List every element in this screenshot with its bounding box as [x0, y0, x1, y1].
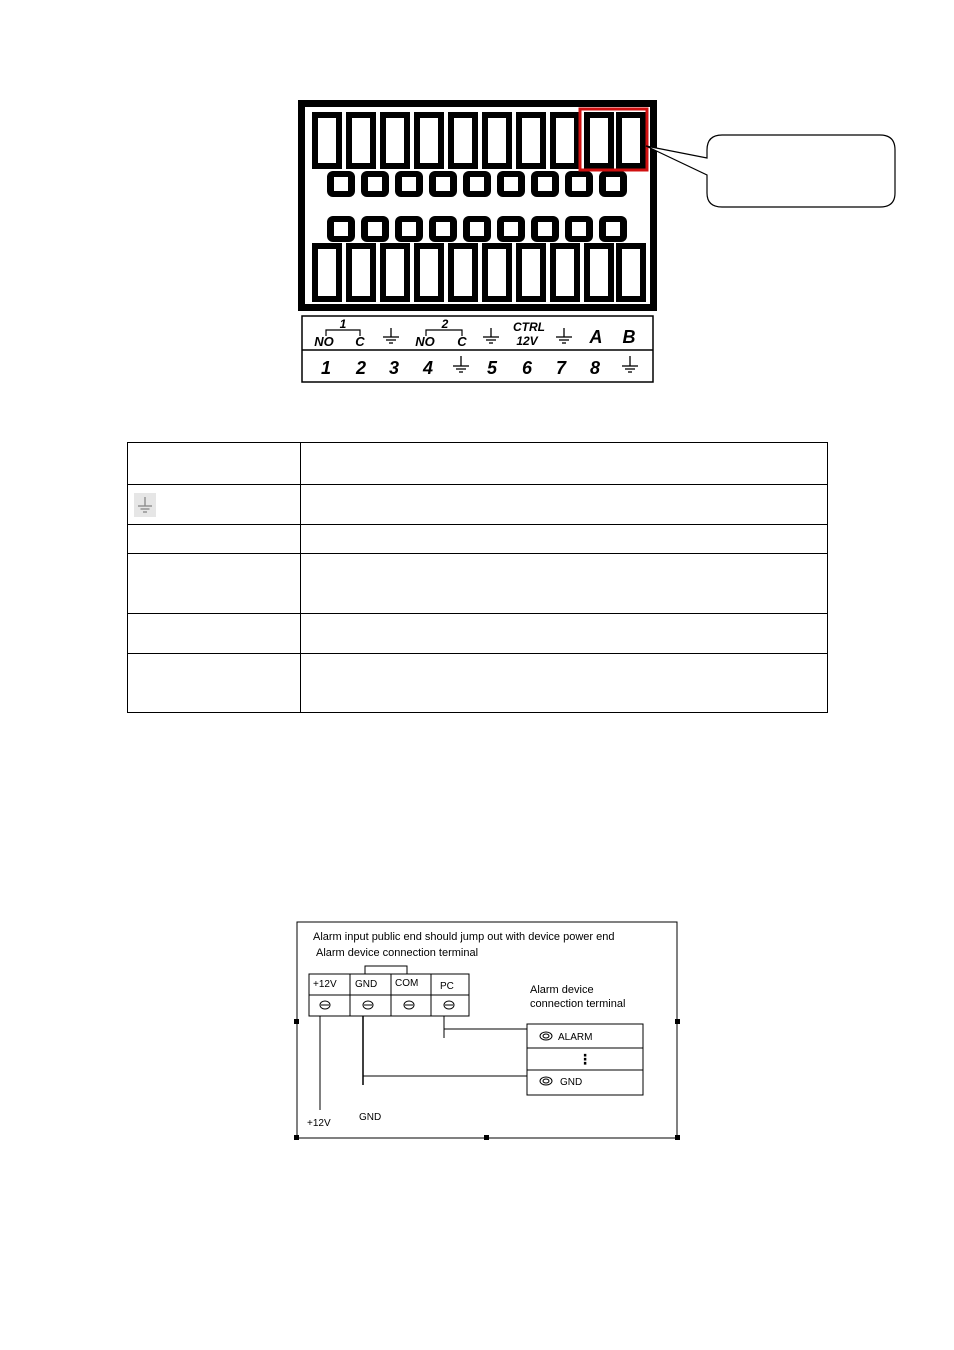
terminal-number: 7	[555, 358, 567, 378]
ctrl-voltage-label: 12V	[516, 334, 538, 348]
terminal-label-com: COM	[395, 978, 419, 989]
bottom-label-gnd: GND	[359, 1112, 382, 1123]
lower-screw-row	[327, 216, 627, 242]
table-cell	[301, 614, 828, 654]
b-label: B	[622, 327, 636, 347]
diagram-header: Alarm input public end should jump out with device power end	[313, 931, 615, 943]
table-row	[128, 554, 828, 614]
terminal-number: 6	[521, 358, 533, 378]
terminal-label-pc: PC	[440, 981, 454, 992]
a-label: A	[589, 327, 603, 347]
device-label-2: connection terminal	[530, 998, 626, 1010]
table-row	[128, 654, 828, 713]
ground-icon	[134, 493, 156, 517]
group1-number: 1	[339, 317, 347, 331]
ctrl-label: CTRL	[513, 320, 545, 334]
group1-c-label: C	[355, 334, 365, 349]
device-terminal-gnd: GND	[560, 1077, 583, 1088]
device-terminal-dots: ⋮	[578, 1051, 592, 1067]
table-cell	[301, 554, 828, 614]
bottom-label-12v: +12V	[307, 1118, 331, 1129]
table-cell	[128, 525, 301, 554]
terminal-block-figure	[0, 0, 954, 400]
terminal-label-gnd: GND	[355, 979, 378, 990]
alarm-wiring-diagram	[0, 900, 954, 1160]
table-cell	[301, 525, 828, 554]
group1-no-label: NO	[314, 334, 334, 349]
table-cell	[301, 485, 828, 525]
table-cell	[301, 443, 828, 485]
callout-bubble	[646, 135, 895, 207]
terminal-number: 8	[589, 358, 601, 378]
device-terminal-alarm: ALARM	[558, 1032, 593, 1043]
device-label: Alarm device	[530, 984, 594, 996]
terminal-number: 4	[422, 358, 434, 378]
table-row	[128, 485, 828, 525]
group2-number: 2	[441, 317, 449, 331]
terminal-label-12v: +12V	[313, 979, 337, 990]
terminal-number: 5	[486, 358, 498, 378]
alarm-device-box	[527, 1024, 643, 1095]
table-row	[128, 525, 828, 554]
terminal-number: 2	[355, 358, 367, 378]
table-cell	[128, 443, 301, 485]
terminal-spec-table	[127, 442, 828, 713]
device-terminal-strip	[309, 974, 469, 1016]
group2-c-label: C	[457, 334, 467, 349]
group2-no-label: NO	[415, 334, 435, 349]
table-row	[128, 614, 828, 654]
terminal-label-strip	[302, 316, 653, 382]
diagram-subheader: Alarm device connection terminal	[316, 947, 479, 959]
terminal-number: 3	[388, 358, 400, 378]
table-cell	[128, 485, 301, 525]
table-cell	[128, 654, 301, 713]
table-cell	[301, 654, 828, 713]
terminal-number: 1	[320, 358, 332, 378]
table-cell	[128, 614, 301, 654]
upper-screw-row	[327, 171, 627, 197]
table-row	[128, 443, 828, 485]
table-cell	[128, 554, 301, 614]
